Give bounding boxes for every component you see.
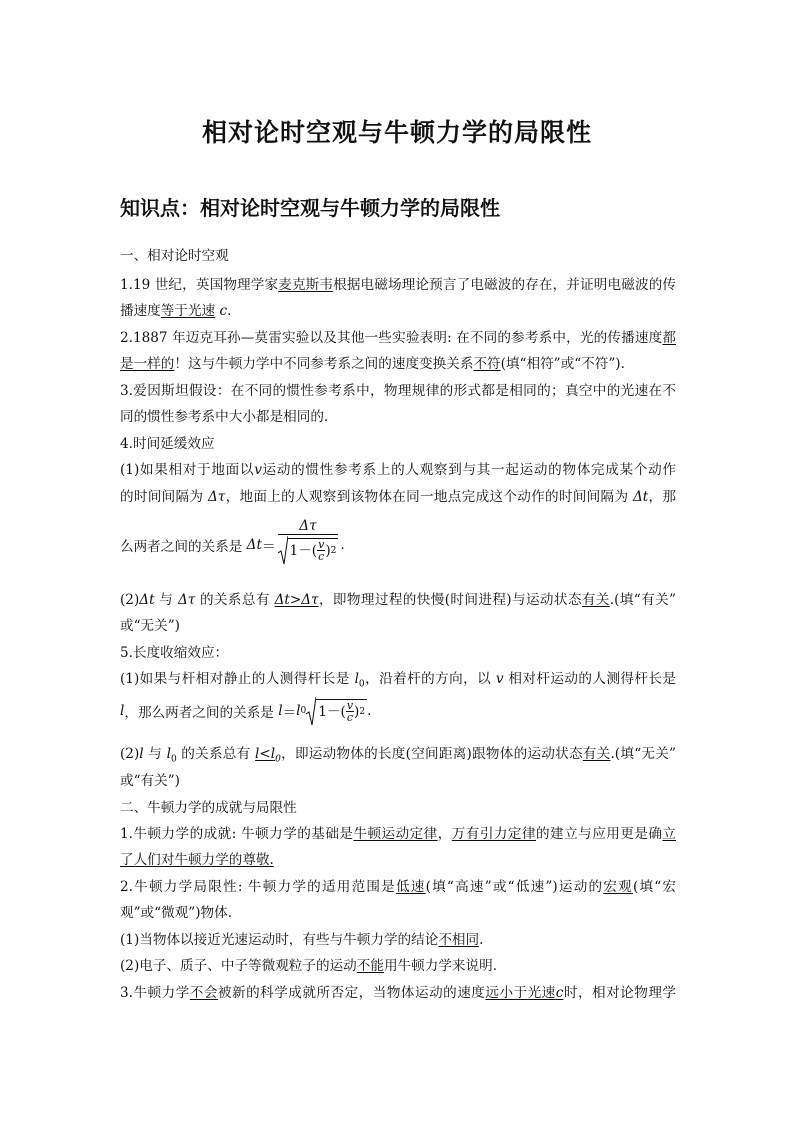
blank-low-speed: 低速: [395, 879, 426, 895]
paragraph-4-2-line-2: 或“无关”): [120, 618, 180, 634]
section-heading-2: 二、牛顿力学的成就与局限性: [120, 800, 297, 816]
section-heading: 知识点：相对论时空观与牛顿力学的局限性: [120, 196, 500, 220]
blank-different: 不相同: [438, 932, 480, 948]
blank-gravitation-law: 万有引力定律: [451, 826, 537, 842]
paragraph-1-line-2: 播速度等于光速 c.: [120, 303, 232, 319]
paragraph-5-2-line-2: 或“有关”): [120, 773, 180, 789]
paragraph-7-line-2: 观”或“微观”)物体.: [120, 905, 233, 921]
paragraph-6-line-1: 1.牛顿力学的成就: 牛顿力学的基础是牛顿运动定律，万有引力定律的建立与应用更是确立: [120, 826, 677, 842]
section-heading-1: 一、相对论时空观: [120, 248, 229, 264]
time-dilation-formula: 么两者之间的关系是 Δt ＝ Δτ 1－( $\frac{v}{c}$ ) 2 .: [120, 518, 345, 572]
time-dilation-fraction: Δτ 1－( $\frac{v}{c}$ ) 2: [278, 518, 339, 572]
blank-light-speed: 等于光速: [160, 303, 216, 319]
sqrt-symbol: 1－( $\frac{v}{c}$ ) 2: [278, 535, 339, 565]
blank-dt-gt-dtau: Δt>Δτ: [274, 592, 319, 608]
blank-cannot: 不能: [356, 958, 384, 974]
paragraph-1-line-1: 1.19 世纪，英国物理学家麦克斯韦根据电磁场理论预言了电磁波的存在，并证明电磁波的传: [120, 277, 677, 293]
blank-newton-laws: 牛顿运动定律: [353, 826, 438, 842]
blank-maxwell: 麦克斯韦: [278, 277, 334, 293]
paragraph-3-line-1: 3.爱因斯坦假设：在不同的惯性参考系中，物理规律的形式都是相同的；真空中的光速在不: [120, 383, 677, 399]
page-title: 相对论时空观与牛顿力学的局限性: [201, 118, 592, 147]
paragraph-4-1-line-2: 的时间间隔为 Δτ，地面上的人观察到该物体在同一地点完成这个动作的时间间隔为 Δt，那: [120, 489, 677, 505]
paragraph-2-line-1: 2.1887 年迈克耳孙—莫雷实验以及其他一些实验表明: 在不同的参考系中，光的传播速度都: [120, 330, 676, 346]
length-contraction-formula: l ，那么两者之间的关系是 l ＝ l 0 1－( $\frac{v}{c}$ ) 2 .: [120, 696, 371, 726]
blank-much-less-than-light: 远小于光速c: [485, 985, 564, 1001]
blank-related-2: 有关: [582, 746, 611, 762]
paragraph-9: (2)电子、质子、中子等微观粒子的运动不能用牛顿力学来说明.: [120, 958, 498, 974]
blank-l-lt-l0: $l<l_0$: [255, 746, 281, 765]
paragraph-10-line-1: 3.牛顿力学不会被新的科学成就所否定，当物体运动的速度远小于光速c时，相对论物理学: [120, 985, 677, 1001]
paragraph-4-1-line-1: (1)如果相对于地面以v运动的惯性参考系上的人观察到与其一起运动的物体完成某个动作: [120, 462, 676, 478]
paragraph-2-line-2: 是一样的！这与牛顿力学中不同参考系之间的速度变换关系不符(填“相符”或“不符”).: [120, 356, 625, 372]
paragraph-5-heading: 5.长度收缩效应：: [120, 645, 229, 661]
paragraph-4-heading: 4.时间延缓效应: [120, 436, 215, 452]
paragraph-4-2-line-1: (2)Δt 与 Δτ 的关系总有 Δt>Δτ，即物理过程的快慢(时间进程)与运动状态有关.(填“有关”: [120, 592, 676, 608]
paragraph-5-1-line-1: (1)如果与杆相对静止的人测得杆长是 $l_0$，沿着杆的方向，以 v 相对杆运动的人测得杆长是: [120, 671, 677, 690]
paragraph-7-line-1: 2.牛顿力学局限性: 牛顿力学的适用范围是低速(填“高速”或“低速”)运动的宏观(填“宏: [120, 879, 677, 895]
blank-macro: 宏观: [603, 879, 633, 895]
paragraph-5-2-line-1: (2)l 与 $l_0$ 的关系总有 $l<l_0$，即运动物体的长度(空间距离)跟物体的运动状态有关.(填“无关”: [120, 746, 677, 765]
blank-will-not: 不会: [189, 985, 218, 1001]
paragraph-8: (1)当物体以接近光速运动时，有些与牛顿力学的结论不相同.: [120, 932, 484, 948]
blank-related-1: 有关: [581, 592, 610, 608]
blank-inconsistent: 不符: [473, 356, 501, 372]
sqrt-symbol-2: 1－( $\frac{v}{c}$ ) 2: [306, 696, 367, 726]
paragraph-3-line-2: 同的惯性参考系中大小都是相同的.: [120, 409, 329, 425]
blank-same: 是一样的: [120, 356, 175, 372]
paragraph-6-line-2: 了人们对牛顿力学的尊敬.: [120, 852, 274, 868]
